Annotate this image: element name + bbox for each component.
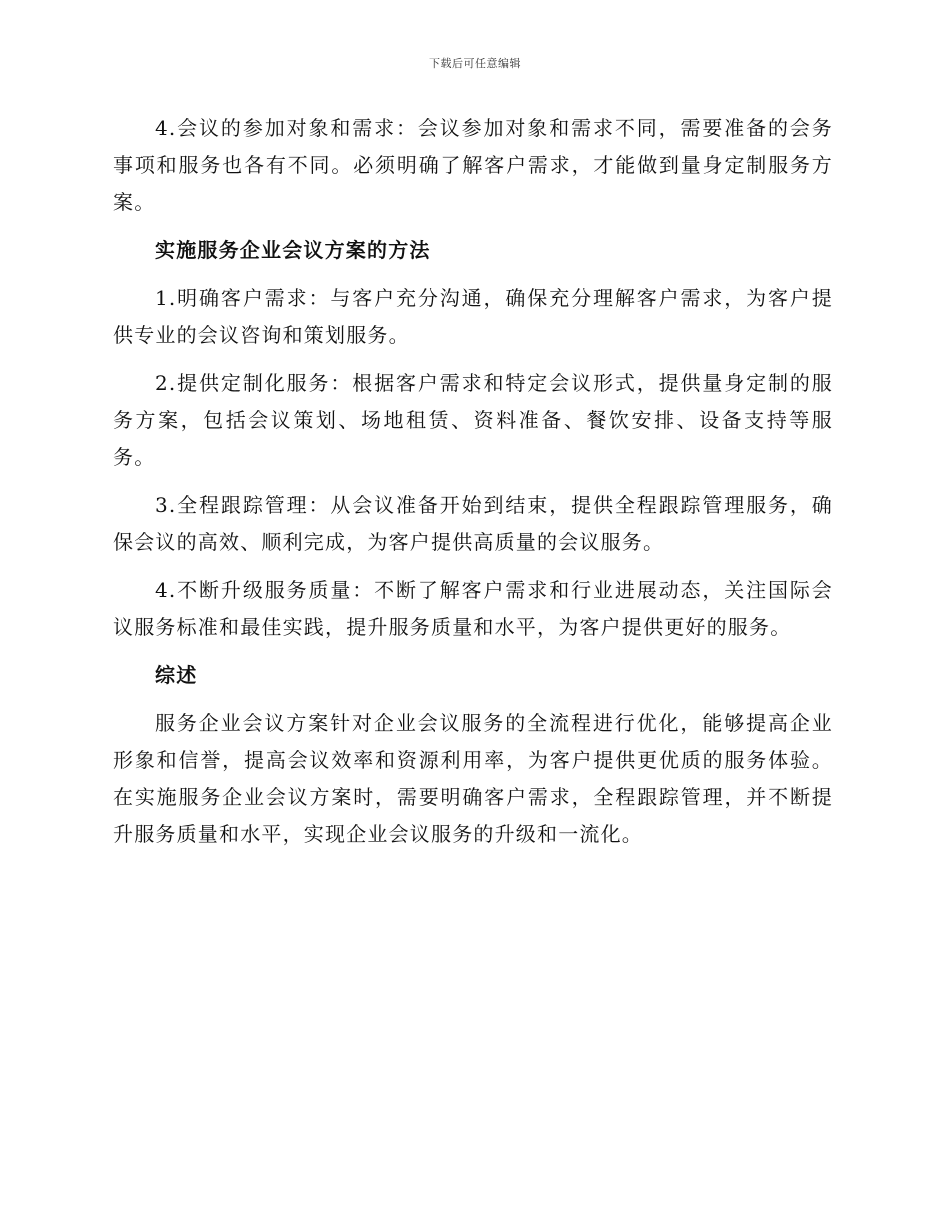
document-body: [113, 110, 833, 864]
paragraph-customized-service: 2.提供定制化服务：根据客户需求和特定会议形式，提供量身定制的服务方案，包括会议策划、场地租赁、资料准备、餐饮安排、设备支持等服务。: [113, 371, 833, 469]
section-heading-implementation-methods: 实施服务企业会议方案的方法: [155, 238, 431, 262]
section-heading-summary: 综述: [155, 663, 198, 687]
page-header: 下载后可任意编辑: [429, 57, 521, 70]
paragraph-meeting-participants: 4.会议的参加对象和需求：会议参加对象和需求不同，需要准备的会务事项和服务也各有不同。必须明确了解客户需求，才能做到量身定制服务方案。: [113, 116, 833, 214]
paragraph-upgrade-quality: 4.不断升级服务质量：不断了解客户需求和行业进展动态，关注国际会议服务标准和最佳实践，提升服务质量和水平，为客户提供更好的服务。: [113, 578, 833, 639]
paragraph-full-tracking: 3.全程跟踪管理：从会议准备开始到结束，提供全程跟踪管理服务，确保会议的高效、顺利完成，为客户提供高质量的会议服务。: [113, 493, 833, 554]
paragraph-summary: 服务企业会议方案针对企业会议服务的全流程进行优化，能够提高企业形象和信誉，提高会议效率和资源利用率，为客户提供更优质的服务体验。在实施服务企业会议方案时，需要明确客户需求，全程跟踪管理，并不断提升服务质量和水平，实现企业会议服务的升级和一流化。: [113, 711, 833, 846]
paragraph-clarify-needs: 1.明确客户需求：与客户充分沟通，确保充分理解客户需求，为客户提供专业的会议咨询和策划服务。: [113, 286, 833, 347]
